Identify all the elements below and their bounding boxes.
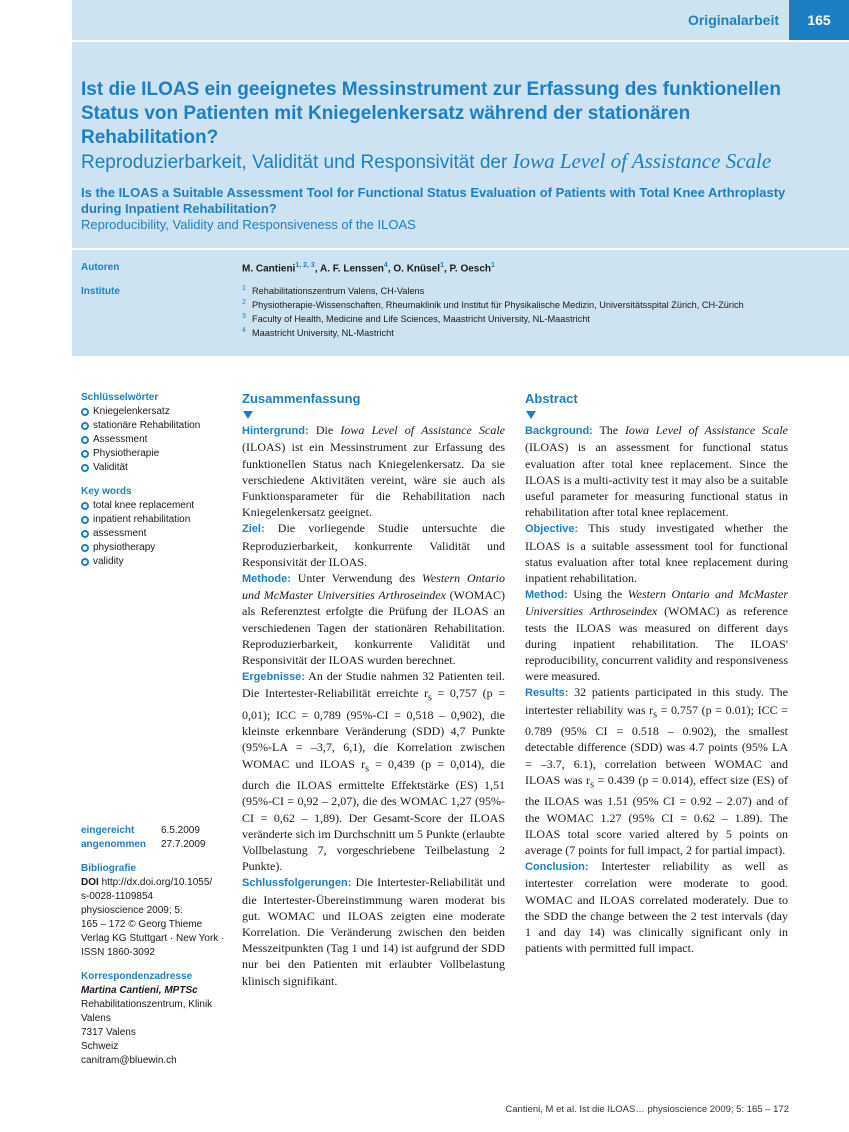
author-name: M. Cantieni (242, 263, 296, 275)
bibliography (81, 862, 224, 960)
keywords-english (81, 485, 194, 569)
abstract-section-text: Die Iowa Level of Assistance Scale (ILOAS) ist ein Messinstrument zur Erfassung des funktionellen Status nach Kniegelenkersatz. Da sie verschiedene Aktivitäten vereint, wäre sie auch als Funktionsparameter für die Rehabilitation nach Kniegelenkersatz geeignet. (242, 423, 505, 520)
keyword-text: Kniegelenkersatz (93, 406, 170, 417)
page-number: 165 (789, 0, 849, 40)
circle-bullet-icon (81, 558, 89, 566)
keyword-item (81, 541, 194, 555)
keywords-german-list (81, 405, 200, 475)
abstract-section-text: The Iowa Level of Assistance Scale (ILOAS) is an assessment for functional status evaluation after total knee replacement. Since the ILOAS is a multi-activity test it may also be a suitable useful parameter for measuring functional status in rehabilitation after total knee replacement. (525, 423, 788, 520)
authors-label: Autoren (81, 262, 120, 273)
author-block (72, 250, 849, 356)
bibliography-text: s-0028-1109854 (81, 891, 154, 902)
author-affiliation: 1 (491, 262, 495, 269)
abstract-section-text: Die vorliegende Studie untersuchte die Reproduzierbarkeit, konkurrente Validität und Responsivität der ILOAS. (242, 521, 505, 569)
abstract-paragraph (525, 520, 788, 586)
keyword-item (81, 527, 194, 541)
correspondence-line: Schweiz (81, 1041, 119, 1052)
abstract-section-label: Results: (525, 687, 569, 700)
bibliography-line (81, 918, 224, 932)
keyword-item (81, 433, 200, 447)
accepted-date: 27.7.2009 (161, 839, 206, 850)
circle-bullet-icon (81, 464, 89, 472)
bibliography-text: http://dx.doi.org/10.1055/ (101, 877, 213, 888)
abstract-german-heading: Zusammenfassung (242, 391, 361, 406)
circle-bullet-icon (81, 502, 89, 510)
bibliography-line (81, 876, 224, 890)
abstract-section-text: Unter Verwendung des Western Ontario und McMaster Universities Arthroseindex (WOMAC) als Referenztest erfolgte die Prüfung der ILOAS an verschiedenen Tagen der stationären Rehabilitation. Reproduzierbarkeit, konkurrente Validität und Responsivität der ILOAS wurden berechnet. (242, 571, 505, 668)
abstract-section-label: Methode: (242, 573, 291, 586)
author-affiliation: 1 (440, 262, 444, 269)
correspondence-line: 7317 Valens (81, 1027, 136, 1038)
abstract-paragraph (242, 874, 505, 988)
institute-item (242, 325, 744, 339)
title-german: Ist die ILOAS ein geeignetes Messinstrument zur Erfassung des funktionellen Status von Patienten mit Kniegelenkersatz während der stationären Rehabilitation? (81, 79, 781, 148)
abstract-section-label: Background: (525, 425, 593, 438)
abstract-paragraph (525, 684, 788, 858)
institute-number: 3 (242, 313, 246, 321)
page-header (72, 0, 849, 40)
bibliography-line (81, 932, 224, 946)
abstract-section-label: Objective: (525, 523, 579, 536)
abstract-paragraph (242, 422, 505, 520)
keyword-text: Physiotherapie (93, 448, 160, 459)
abstract-german (242, 391, 505, 989)
correspondence-line: Rehabilitationszentrum, Klinik (81, 999, 213, 1010)
author-name: P. Oesch (449, 263, 492, 275)
keyword-item (81, 513, 194, 527)
keyword-item (81, 555, 194, 569)
abstract-section-text: Intertester reliability as well as intertester correlation were moderate to good. WOMAC and ILOAS correlated moderately. Due to the SDD the change between the 2 test intervals (day 1 and day 14) was clinically significant only in patients with permitted full impact. (525, 859, 788, 956)
dates (81, 824, 206, 852)
abstract-section-label: Hintergrund: (242, 425, 309, 438)
subtitle-german (81, 149, 841, 175)
section-label: Originalarbeit (687, 12, 779, 28)
abstract-paragraph (242, 520, 505, 570)
keyword-item (81, 405, 200, 419)
correspondence-line: Valens (81, 1013, 111, 1024)
abstract-english (525, 391, 788, 956)
bibliography-text: physioscience 2009; 5: (81, 905, 183, 916)
institute-text: Rehabilitationszentrum Valens, CH-Valens (252, 286, 425, 297)
correspondence-heading: Korrespondenzadresse (81, 971, 193, 982)
abstract-english-heading: Abstract (525, 391, 578, 406)
keyword-item (81, 461, 200, 475)
bibliography-text: Verlag KG Stuttgart · New York · (81, 933, 225, 944)
keyword-text: assessment (93, 528, 147, 539)
circle-bullet-icon (81, 436, 89, 444)
abstract-section-label: Ergebnisse: (242, 671, 305, 684)
abstract-english-body (525, 422, 788, 956)
bibliography-body (81, 876, 224, 960)
keyword-item (81, 499, 194, 513)
triangle-down-icon (243, 411, 253, 419)
correspondence-address (81, 998, 212, 1068)
abstract-section-text: Using the Western Ontario and McMaster Universities Arthroseindex (WOMAC) as reference tests the ILOAS was measured on different days during inpatient rehabilitation. The ILOAS' reproducibility, concurrent validity and responsiveness were measured. (525, 587, 788, 684)
doi-label: DOI (81, 877, 102, 888)
keyword-text: stationäre Rehabilitation (93, 420, 201, 431)
institute-number: 1 (242, 285, 246, 292)
institute-number: 4 (242, 327, 246, 335)
subtitle-german-text: Reproduzierbarkeit, Validität und Responsivität der (81, 152, 513, 173)
abstract-section-text: Die Intertester-Reliabilität und die Intertester-Übereinstimmung waren moderat bis gut. WOMAC und ILOAS zeigten eine moderate Korrelation. Die Veränderung zwischen den beiden Messzeitpunkten (Tag 1 und 14) ist aufgrund der SDD nur bei den Patienten mit erlaubter Vollbelastung klinisch signifikant. (242, 875, 505, 988)
keyword-text: Assessment (93, 434, 148, 445)
abstract-german-body (242, 422, 505, 989)
keywords-english-list (81, 499, 194, 569)
institute-item (242, 297, 744, 311)
abstract-paragraph (525, 858, 788, 956)
correspondence-line: canitram@bluewin.ch (81, 1055, 177, 1066)
author-name: O. Knüsel (393, 263, 441, 275)
circle-bullet-icon (81, 544, 89, 552)
keyword-text: total knee replacement (93, 500, 195, 511)
institute-text: Physiotherapie-Wissenschaften, Rheumaklinik und Institut für Physikalische Medizin, Universitätsspital Zürich, CH-Zürich (252, 300, 744, 311)
bibliography-line (81, 946, 224, 960)
abstract-paragraph (242, 668, 505, 874)
title-block (72, 42, 849, 248)
abstract-section-label: Method: (525, 589, 568, 602)
author-affiliation: 1, 2, 3 (295, 262, 315, 269)
circle-bullet-icon (81, 530, 89, 538)
triangle-down-icon (526, 411, 536, 419)
received-label: eingereicht (81, 825, 135, 836)
author-name: A. F. Lenssen (320, 263, 384, 275)
institute-text: Faculty of Health, Medicine and Life Sciences, Maastricht University, NL-Maastricht (252, 314, 590, 325)
keywords-german (81, 391, 200, 475)
circle-bullet-icon (81, 422, 89, 430)
abstract-paragraph (525, 422, 788, 520)
circle-bullet-icon (81, 408, 89, 416)
bibliography-line (81, 904, 224, 918)
subtitle-german-italic: Iowa Level of Assistance Scale (512, 149, 772, 173)
author-affiliation: 4 (383, 262, 388, 269)
institute-item (242, 283, 744, 297)
institutes-label: Institute (81, 286, 120, 297)
abstract-section-text: An der Studie nahmen 32 Patienten teil. Die Intertester-Reliabilität erreichte $r_s = 0,757$ (p = 0,01); ICC = 0,789 (95%-CI = 0,518 – 0,902), die kleinste erkennbare Veränderung (SDD) 4,7 Punkte (95%-LA = –3,7, 6,1), die Korrelation zwischen WOMAC und ILOAS $r_s = 0,439$ (p = 0,014), die durch die ILOAS ermittelte Effektstärke (ES) 1,51 (95%-CI = 0,92 – 2,07), die des WOMAC 1,27 (95%-CI = 0,62 – 1,89). Der Gesamt-Score der ILOAS veränderte sich im Durchschnitt um 5 Punkte (erlaubte Vollbelastung 7, vorgeschriebene Teilbelastung 2 Punkte). (242, 669, 505, 874)
bibliography-text: ISSN 1860-3092 (81, 947, 155, 958)
keyword-text: physiotherapy (93, 542, 156, 553)
circle-bullet-icon (81, 516, 89, 524)
subtitle-english: Reproducibility, Validity and Responsiveness of the ILOAS (81, 217, 416, 232)
abstract-section-text: This study investigated whether the ILOAS is a suitable assessment tool for functional status evaluation after total knee replacement during inpatient rehabilitation. (525, 521, 788, 586)
abstract-paragraph (242, 570, 505, 668)
abstract-section-label: Schlussfolgerungen: (242, 877, 352, 890)
bibliography-line (81, 890, 224, 904)
bibliography-heading: Bibliografie (81, 863, 137, 874)
abstract-paragraph (525, 586, 788, 684)
institute-list (242, 283, 744, 339)
received-date: 6.5.2009 (161, 825, 200, 836)
keywords-english-heading: Key words (81, 486, 132, 497)
institute-item (242, 311, 744, 325)
keyword-item (81, 447, 200, 461)
keyword-text: Validität (93, 462, 128, 473)
accepted-label: angenommen (81, 839, 147, 850)
circle-bullet-icon (81, 450, 89, 458)
correspondence-name: Martina Cantieni, MPTSc (81, 985, 198, 996)
keyword-item (81, 419, 200, 433)
bibliography-text: 165 – 172 © Georg Thieme (81, 919, 203, 930)
keyword-text: validity (93, 556, 124, 567)
keyword-text: inpatient rehabilitation (93, 514, 191, 525)
title-english: Is the ILOAS a Suitable Assessment Tool for Functional Status Evaluation of Patients with Total Knee Arthroplasty during Inpatient Rehabilitation? (81, 185, 786, 216)
institute-text: Maastricht University, NL-Mastricht (252, 328, 394, 339)
footer-citation: Cantieni, M et al. Ist die ILOAS… physioscience 2009; 5: 165 – 172 (505, 1104, 789, 1115)
abstract-section-text: 32 patients participated in this study. The intertester reliability was $r_s = 0.757$ (p = 0.01); ICC = 0.789 (95% CI = 0.518 – 0.902), the smallest detectable difference (SDD) was 4.7 points (95% LA = –3.7, 6.1), correlation between WOMAC and ILOAS was $r_s = 0.439$ (p = 0.014), effect size (ES) of the ILOAS was 1.51 (95% CI = 0.92 – 2.07) and of the WOMAC 1.27 (95% CI = 0.62 – 1.89). The ILOAS total score varied altered by 5 points on average (7 points for full impact, 2 for partial impact). (525, 685, 789, 858)
institute-number: 2 (242, 299, 246, 307)
correspondence (81, 970, 212, 1068)
abstract-section-label: Conclusion: (525, 861, 589, 874)
author-list: M. Cantieni$^{1, 2, 3}$, A. F. Lenssen$^4$, O. Knüsel$^1$, P. Oesch$^1$ (242, 262, 495, 275)
keywords-german-heading: Schlüsselwörter (81, 392, 159, 403)
abstract-section-label: Ziel: (242, 523, 265, 536)
